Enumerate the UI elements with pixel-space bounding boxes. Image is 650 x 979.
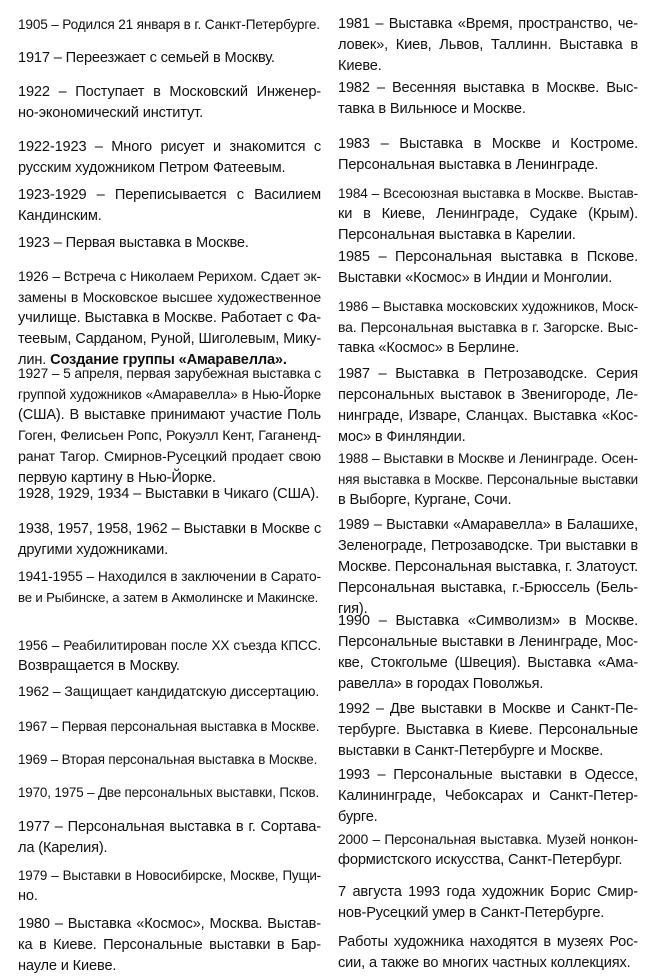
entry-line: Гоген, Фелисьен Ропс, Рокуэлл Кент, Гаганенд- — [18, 428, 321, 444]
entry-line: ранат Тагор. Смирнов-Русецкий продает свою — [18, 449, 321, 465]
timeline-entry — [18, 484, 321, 505]
entry-line: 1923-1929 – Переписывается с Василием — [18, 187, 321, 203]
timeline-entry — [18, 865, 321, 907]
timeline-entry — [338, 765, 638, 828]
entry-line: 1927 – 5 апреля, первая зарубежная выставка с — [18, 366, 321, 381]
entry-line: в Выборге, Кургане, Сочи. — [338, 492, 512, 508]
entry-line: Возвращается в Москву. — [18, 658, 180, 674]
entry-line: 1990 – Выставка «Символизм» в Москве. — [338, 613, 638, 629]
timeline-entry — [338, 882, 638, 924]
entry-line: гия). — [338, 601, 368, 617]
entry-line: 1992 – Две выставки в Москве и Санкт-Пе- — [338, 701, 638, 717]
entry-line: науле и Киеве. — [18, 958, 117, 974]
entry-line: 1917 – Переезжает с семьей в Москву. — [18, 50, 275, 66]
entry-line: тавка в Вильнюсе и Москве. — [338, 101, 526, 117]
entry-line: Москве. Персональная выставка, г. Златоуст. — [338, 559, 638, 575]
timeline-entry — [18, 363, 321, 489]
entry-line: ла (Карелия). — [18, 840, 108, 856]
timeline-entry — [18, 14, 321, 35]
entry-line: но. — [18, 888, 38, 904]
entry-line: 1980 – Выставка «Космос», Москва. Выстав- — [18, 916, 321, 932]
entry-line: 1938, 1957, 1958, 1962 – Выставки в Москве с — [18, 521, 321, 537]
timeline-entry — [18, 82, 321, 124]
entry-line: 1983 – Выставка в Москве и Костроме. — [338, 136, 638, 152]
timeline-entry — [18, 185, 321, 227]
entry-line: 1984 – Всесоюзная выставка в Москве. Выстав- — [338, 186, 638, 201]
timeline-entry — [18, 749, 321, 770]
entry-line: 1922-1923 – Много рисует и знакомится с — [18, 139, 321, 155]
entry-line: русским художником Петром Фатеевым. — [18, 160, 286, 176]
entry-line: тербурге. Выставка в Киеве. Персональные — [338, 722, 638, 738]
timeline-entry — [338, 611, 638, 695]
entry-line: няя выставка в Москве. Персональные выставки — [338, 472, 638, 487]
entry-line: 1986 – Выставка московских художников, Моск- — [338, 299, 639, 314]
timeline-entry — [338, 699, 638, 762]
entry-line: ка в Киеве. Персональные выставки в Бар- — [18, 937, 321, 953]
entry-line: 7 августа 1993 года художник Борис Смир- — [338, 884, 638, 900]
entry-line: ки в Киеве, Ленинграде, Судаке (Крым). — [338, 206, 638, 222]
entry-line: Персональная выставка в Ленинграде. — [338, 157, 599, 173]
timeline-entry — [338, 134, 638, 176]
entry-line: Киеве. — [338, 58, 382, 74]
entry-line: 1977 – Персональная выставка в г. Сортава- — [18, 819, 321, 835]
timeline-entry — [338, 448, 638, 511]
entry-line: формистского искусства, Санкт-Петербург. — [338, 852, 623, 868]
entry-line: 1967 – Первая персональная выставка в Москве. — [18, 719, 320, 734]
timeline-entry — [18, 716, 321, 737]
entry-line: Персональная выставка, г.-Брюссель (Бель- — [338, 580, 638, 596]
timeline-entry — [338, 364, 638, 448]
timeline-entry — [338, 78, 638, 120]
entry-line: тавка «Космос» в Берлине. — [338, 340, 520, 356]
entry-line: бурге. — [338, 809, 378, 825]
entry-line: мос» в Финляндии. — [338, 429, 466, 445]
timeline-entry — [18, 817, 321, 859]
entry-line: 1941-1955 – Находился в заключении в Сарато- — [18, 569, 321, 584]
entry-line: теевым, Сарданом, Руной, Шиголевым, Мику- — [18, 331, 321, 347]
timeline-entry — [18, 782, 321, 803]
entry-line: 1905 – Родился 21 января в г. Санкт-Петербурге. — [18, 17, 320, 32]
timeline-entry — [18, 233, 321, 254]
entry-line: Зеленограде, Петрозаводске. Три выставки в — [338, 538, 638, 554]
entry-line: 2000 – Персональная выставка. Музей нонкон- — [338, 832, 638, 847]
entry-line: 1981 – Выставка «Время, пространство, че- — [338, 16, 638, 32]
entry-line: выставки в Санкт-Петербурге и Москве. — [338, 743, 604, 759]
entry-line: нов-Русецкий умер в Санкт-Петербурге. — [338, 905, 605, 921]
timeline-entry — [18, 682, 321, 703]
entry-line: 1982 – Весенняя выставка в Москве. Выс- — [338, 80, 638, 96]
entry-line: Выставки «Космос» в Индии и Монголии. — [338, 270, 613, 286]
timeline-entry — [338, 183, 638, 246]
entry-line: 1956 – Реабилитирован после XX съезда КПСС. — [18, 638, 321, 653]
entry-line: 1922 – Поступает в Московский Инженер- — [18, 84, 321, 100]
entry-line: 1970, 1975 – Две персональных выставки, Псков. — [18, 785, 320, 800]
entry-line: Персональные выставки в Ленинграде, Мос- — [338, 634, 638, 650]
entry-line: равелла» в городах Поволжья. — [338, 676, 544, 692]
timeline-entry — [18, 519, 321, 561]
entry-line: 1969 – Вторая персональная выставка в Москве. — [18, 752, 318, 767]
entry-line: нинграде, Изваре, Сланцах. Выставка «Кос- — [338, 408, 638, 424]
entry-line-text: лин. — [18, 352, 51, 368]
entry-line: но-экономический институт. — [18, 105, 203, 121]
timeline-entry — [338, 829, 638, 871]
timeline-entry — [338, 515, 638, 620]
timeline-entry — [338, 14, 638, 77]
entry-line: Кандинским. — [18, 208, 102, 224]
entry-line: 1928, 1929, 1934 – Выставки в Чикаго (США). — [18, 486, 319, 502]
entry-line: училище. Выставка в Москве. Работает с Фа- — [18, 310, 321, 326]
timeline-entry — [18, 137, 321, 179]
entry-line: Калининграде, Чебоксарах и Санкт-Петер- — [338, 788, 638, 804]
entry-line: группой художников «Амаравелла» в Нью-Йорке — [18, 387, 321, 402]
entry-line: 1979 – Выставки в Новосибирске, Москве, Пущи- — [18, 868, 321, 883]
entry-line: замены в Московское высшее художественное — [18, 289, 321, 305]
entry-line: первую картину в Нью-Йорке. — [18, 470, 216, 486]
entry-line: Работы художника находятся в музеях Рос- — [338, 934, 638, 950]
timeline-entry — [18, 48, 321, 69]
entry-line: другими художниками. — [18, 542, 169, 558]
entry-line: 1989 – Выставки «Амаравелла» в Балашихе, — [338, 517, 638, 533]
entry-line: 1993 – Персональные выставки в Одессе, — [338, 767, 638, 783]
entry-line: 1962 – Защищает кандидатскую диссертацию. — [18, 684, 320, 700]
entry-line: (США). В выставке принимают участие Поль — [18, 407, 321, 423]
entry-line: 1985 – Персональная выставка в Пскове. — [338, 249, 638, 265]
timeline-entry — [18, 914, 321, 977]
entry-line: кве, Стокгольме (Швеция). Выставка «Ама- — [338, 655, 638, 671]
entry-line: сии, а также во многих частных коллекциях. — [338, 955, 631, 971]
timeline-entry — [338, 932, 638, 974]
entry-line: ва. Персональная выставка в г. Загорске. Выс- — [338, 319, 638, 335]
timeline-entry — [18, 635, 321, 677]
entry-line: 1987 – Выставка в Петрозаводске. Серия — [338, 366, 638, 382]
timeline-entry — [338, 247, 638, 289]
entry-line: 1923 – Первая выставка в Москве. — [18, 235, 249, 251]
entry-line: 1988 – Выставки в Москве и Ленинграде. Осен- — [338, 451, 638, 466]
entry-line: 1926 – Встреча с Николаем Рерихом. Сдает эк- — [18, 268, 321, 284]
entry-bold-phrase: Создание группы «Амаравелла». — [50, 352, 287, 368]
entry-line: Персональная выставка в Карелии. — [338, 227, 576, 243]
entry-line: ловек», Киев, Львов, Таллинн. Выставка в — [338, 37, 638, 53]
timeline-entry — [338, 296, 638, 359]
entry-line: персональных выставок в Звенигороде, Ле- — [338, 387, 638, 403]
timeline-entry — [18, 566, 321, 608]
entry-line: ве и Рыбинске, а затем в Акмолинске и Макинске. — [18, 590, 319, 605]
timeline-entry — [18, 266, 321, 371]
